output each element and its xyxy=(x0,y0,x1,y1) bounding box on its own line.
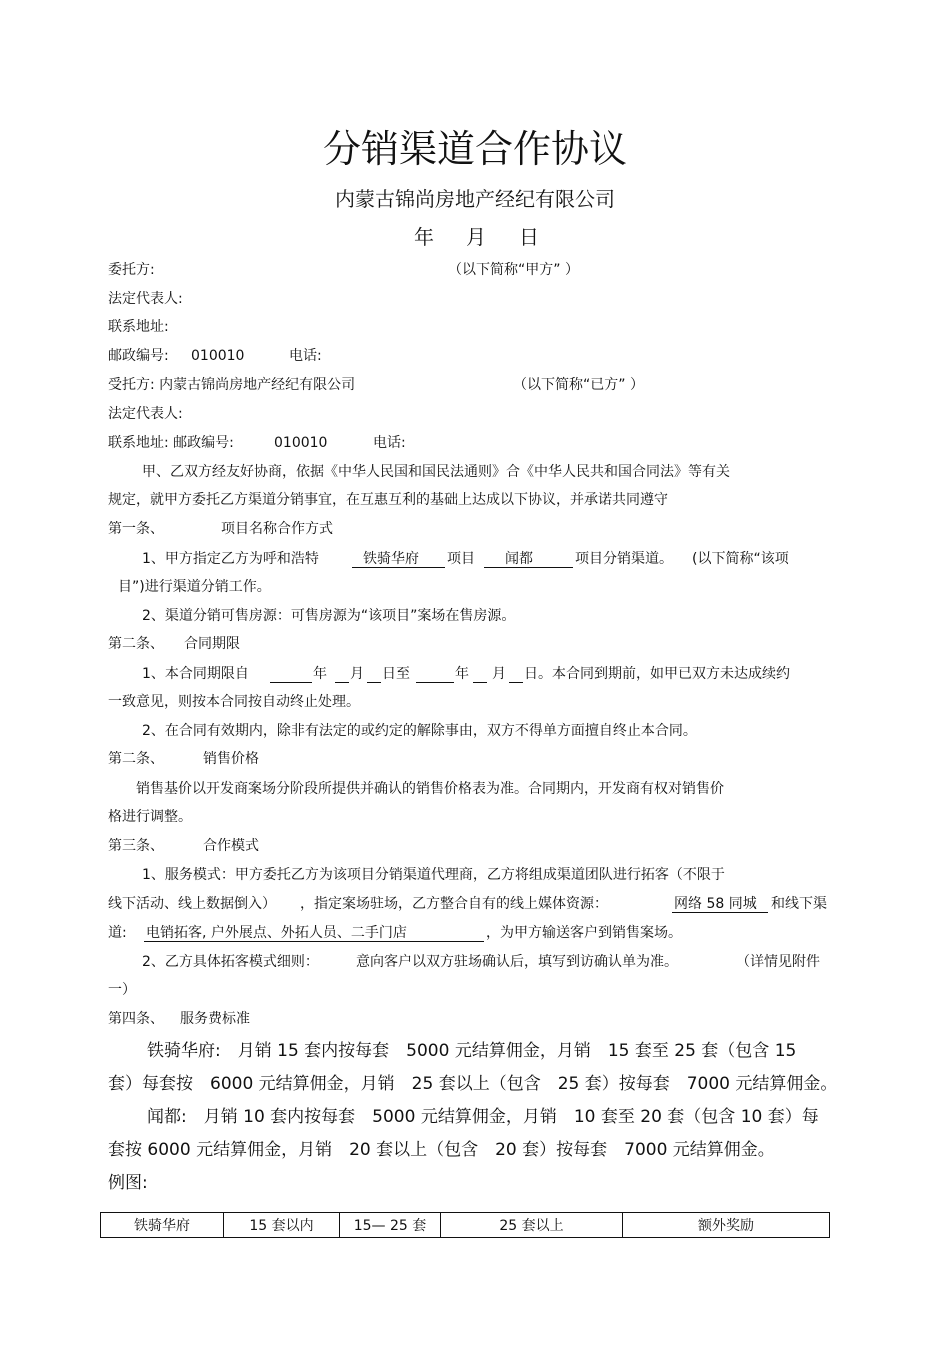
party-b-label: 受托方: 内蒙古锦尚房地产经纪有限公司 xyxy=(108,377,356,393)
article-3-p1-line-2-c: 和线下渠 xyxy=(771,896,827,912)
party-b-postcode: 010010 xyxy=(274,435,328,451)
article-1-heading: 第一条、 xyxy=(108,521,164,537)
article-1-project-1: 铁骑华府 xyxy=(363,551,419,567)
fee-1-line-1: 铁骑华府: 月销 15 套内按每套 5000 元结算佣金，月销 15 套至 25 套（包含 15 xyxy=(147,1041,797,1061)
article-3-p1-line-2-a: 线下活动、线上数据倒入） xyxy=(108,896,276,912)
article-price-heading: 第二条、 xyxy=(108,751,164,767)
article-price-line-1: 销售基价以开发商案场分阶段所提供并确认的销售价格表为准。合同期内，开发商有权对销售价 xyxy=(136,781,724,797)
article-2-day-1: 日至 xyxy=(382,666,410,682)
article-3-title: 合作模式 xyxy=(203,838,259,854)
article-1-p1-b: 项目 xyxy=(447,551,475,567)
date-year: 年 xyxy=(414,225,434,249)
article-4-title: 服务费标准 xyxy=(180,1011,250,1027)
company-name: 内蒙古锦尚房地产经纪有限公司 xyxy=(335,187,615,211)
date-month: 月 xyxy=(466,225,486,249)
example-label: 例图: xyxy=(108,1173,148,1193)
fee-2-line-1: 闻都: 月销 10 套内按每套 5000 元结算佣金，月销 10 套至 20 套（包含 10 套）每 xyxy=(147,1107,819,1127)
table-header-cell: 15— 25 套 xyxy=(340,1213,441,1238)
table-header-cell: 铁骑华府 xyxy=(101,1213,224,1238)
preamble-line-1: 甲、乙双方经友好协商，依据《中华人民国和国民法通则》合《中华人民共和国合同法》等有关 xyxy=(142,464,730,480)
party-a-rep: 法定代表人: xyxy=(108,291,183,307)
article-price-line-2: 格进行调整。 xyxy=(108,809,192,825)
blank-day-2 xyxy=(509,682,523,683)
blank-month-1 xyxy=(335,682,349,683)
blank-year-1 xyxy=(270,682,312,683)
article-3-channels: 电销拓客, 户外展点、外拓人员、二手门店 xyxy=(146,925,407,941)
underline-project-2 xyxy=(484,567,573,568)
date-day: 日 xyxy=(519,225,539,249)
underline-project-1 xyxy=(352,567,445,568)
fee-table xyxy=(100,1212,830,1238)
article-1-p1-d: (以下简称“该项 xyxy=(692,551,789,567)
article-3-p1-line-3-b: ，为甲方输送客户到销售案场。 xyxy=(486,925,682,941)
underline-channels xyxy=(144,941,484,942)
party-a-abbr: （以下简称“甲方” ） xyxy=(448,262,579,278)
article-3-p2-c: （详情见附件 xyxy=(736,954,820,970)
article-2-year-1: 年 xyxy=(313,666,327,682)
article-2-month-1: 月 xyxy=(350,666,364,682)
article-2-p1-a: 1、本合同期限自 xyxy=(142,666,249,682)
party-b-abbr: （以下简称“已方” ） xyxy=(513,377,644,393)
article-1-project-2: 闻都 xyxy=(505,551,533,567)
article-2-year-2: 年 xyxy=(455,666,469,682)
article-2-day-2: 日。本合同到期前，如甲已双方未达成续约 xyxy=(524,666,790,682)
party-b-address-postcode-label: 联系地址: 邮政编号: xyxy=(108,435,234,451)
article-3-media: 网络 58 同城 xyxy=(674,896,757,912)
article-1-p2: 2、渠道分销可售房源：可售房源为“该项目”案场在售房源。 xyxy=(142,608,516,624)
article-3-p1-line-2-b: ，指定案场驻场，乙方整合自有的线上媒体资源： xyxy=(300,896,608,912)
table-row xyxy=(101,1213,830,1238)
table-header-cell: 额外奖励 xyxy=(623,1213,830,1238)
article-1-p1-a: 1、甲方指定乙方为呼和浩特 xyxy=(142,551,319,567)
party-b-phone: 电话: xyxy=(373,435,406,451)
party-a-label: 委托方: xyxy=(108,262,155,278)
article-2-title: 合同期限 xyxy=(184,636,240,652)
party-a-phone: 电话: xyxy=(289,348,322,364)
underline-media xyxy=(672,912,768,913)
fee-2-line-2: 套按 6000 元结算佣金，月销 20 套以上（包含 20 套）按每套 7000 元结算佣金。 xyxy=(108,1140,775,1160)
article-2-month-2: 月 xyxy=(492,666,506,682)
party-b-rep: 法定代表人: xyxy=(108,406,183,422)
article-1-p1-c: 项目分销渠道。 xyxy=(575,551,673,567)
party-a-postcode-label: 邮政编号: xyxy=(108,348,169,364)
blank-day-1 xyxy=(367,682,381,683)
blank-month-2 xyxy=(473,682,487,683)
fee-1-line-2: 套）每套按 6000 元结算佣金，月销 25 套以上（包含 25 套）按每套 7000 元结算佣金。 xyxy=(108,1074,838,1094)
article-2-heading: 第二条、 xyxy=(108,636,164,652)
article-3-p2-b: 意向客户以双方驻场确认后，填写到访确认单为准。 xyxy=(356,954,678,970)
article-2-p1-line-2: 一致意见，则按本合同按自动终止处理。 xyxy=(108,694,360,710)
table-header-cell: 15 套以内 xyxy=(224,1213,340,1238)
article-3-heading: 第三条、 xyxy=(108,838,164,854)
article-2-p2: 2、在合同有效期内，除非有法定的或约定的解除事由，双方不得单方面擅自终止本合同。 xyxy=(142,723,697,739)
article-4-heading: 第四条、 xyxy=(108,1011,164,1027)
preamble-line-2: 规定，就甲方委托乙方渠道分销事宜，在互惠互利的基础上达成以下协议，并承诺共同遵守 xyxy=(108,492,668,508)
article-price-title: 销售价格 xyxy=(203,751,259,767)
party-a-address: 联系地址: xyxy=(108,319,169,335)
document-title: 分销渠道合作协议 xyxy=(322,127,627,171)
article-3-p2-a: 2、乙方具体拓客模式细则： xyxy=(142,954,319,970)
party-a-postcode: 010010 xyxy=(191,348,245,364)
article-3-p1-line-3-a: 道: xyxy=(108,925,127,941)
article-3-p2-line-2: 一） xyxy=(108,982,136,998)
article-1-title: 项目名称合作方式 xyxy=(221,521,333,537)
table-header-cell: 25 套以上 xyxy=(441,1213,623,1238)
article-1-p1-line-2: 目”)进行渠道分销工作。 xyxy=(118,579,271,595)
article-3-p1-line-1: 1、服务模式：甲方委托乙方为该项目分销渠道代理商，乙方将组成渠道团队进行拓客（不限于 xyxy=(142,867,725,883)
blank-year-2 xyxy=(416,682,454,683)
